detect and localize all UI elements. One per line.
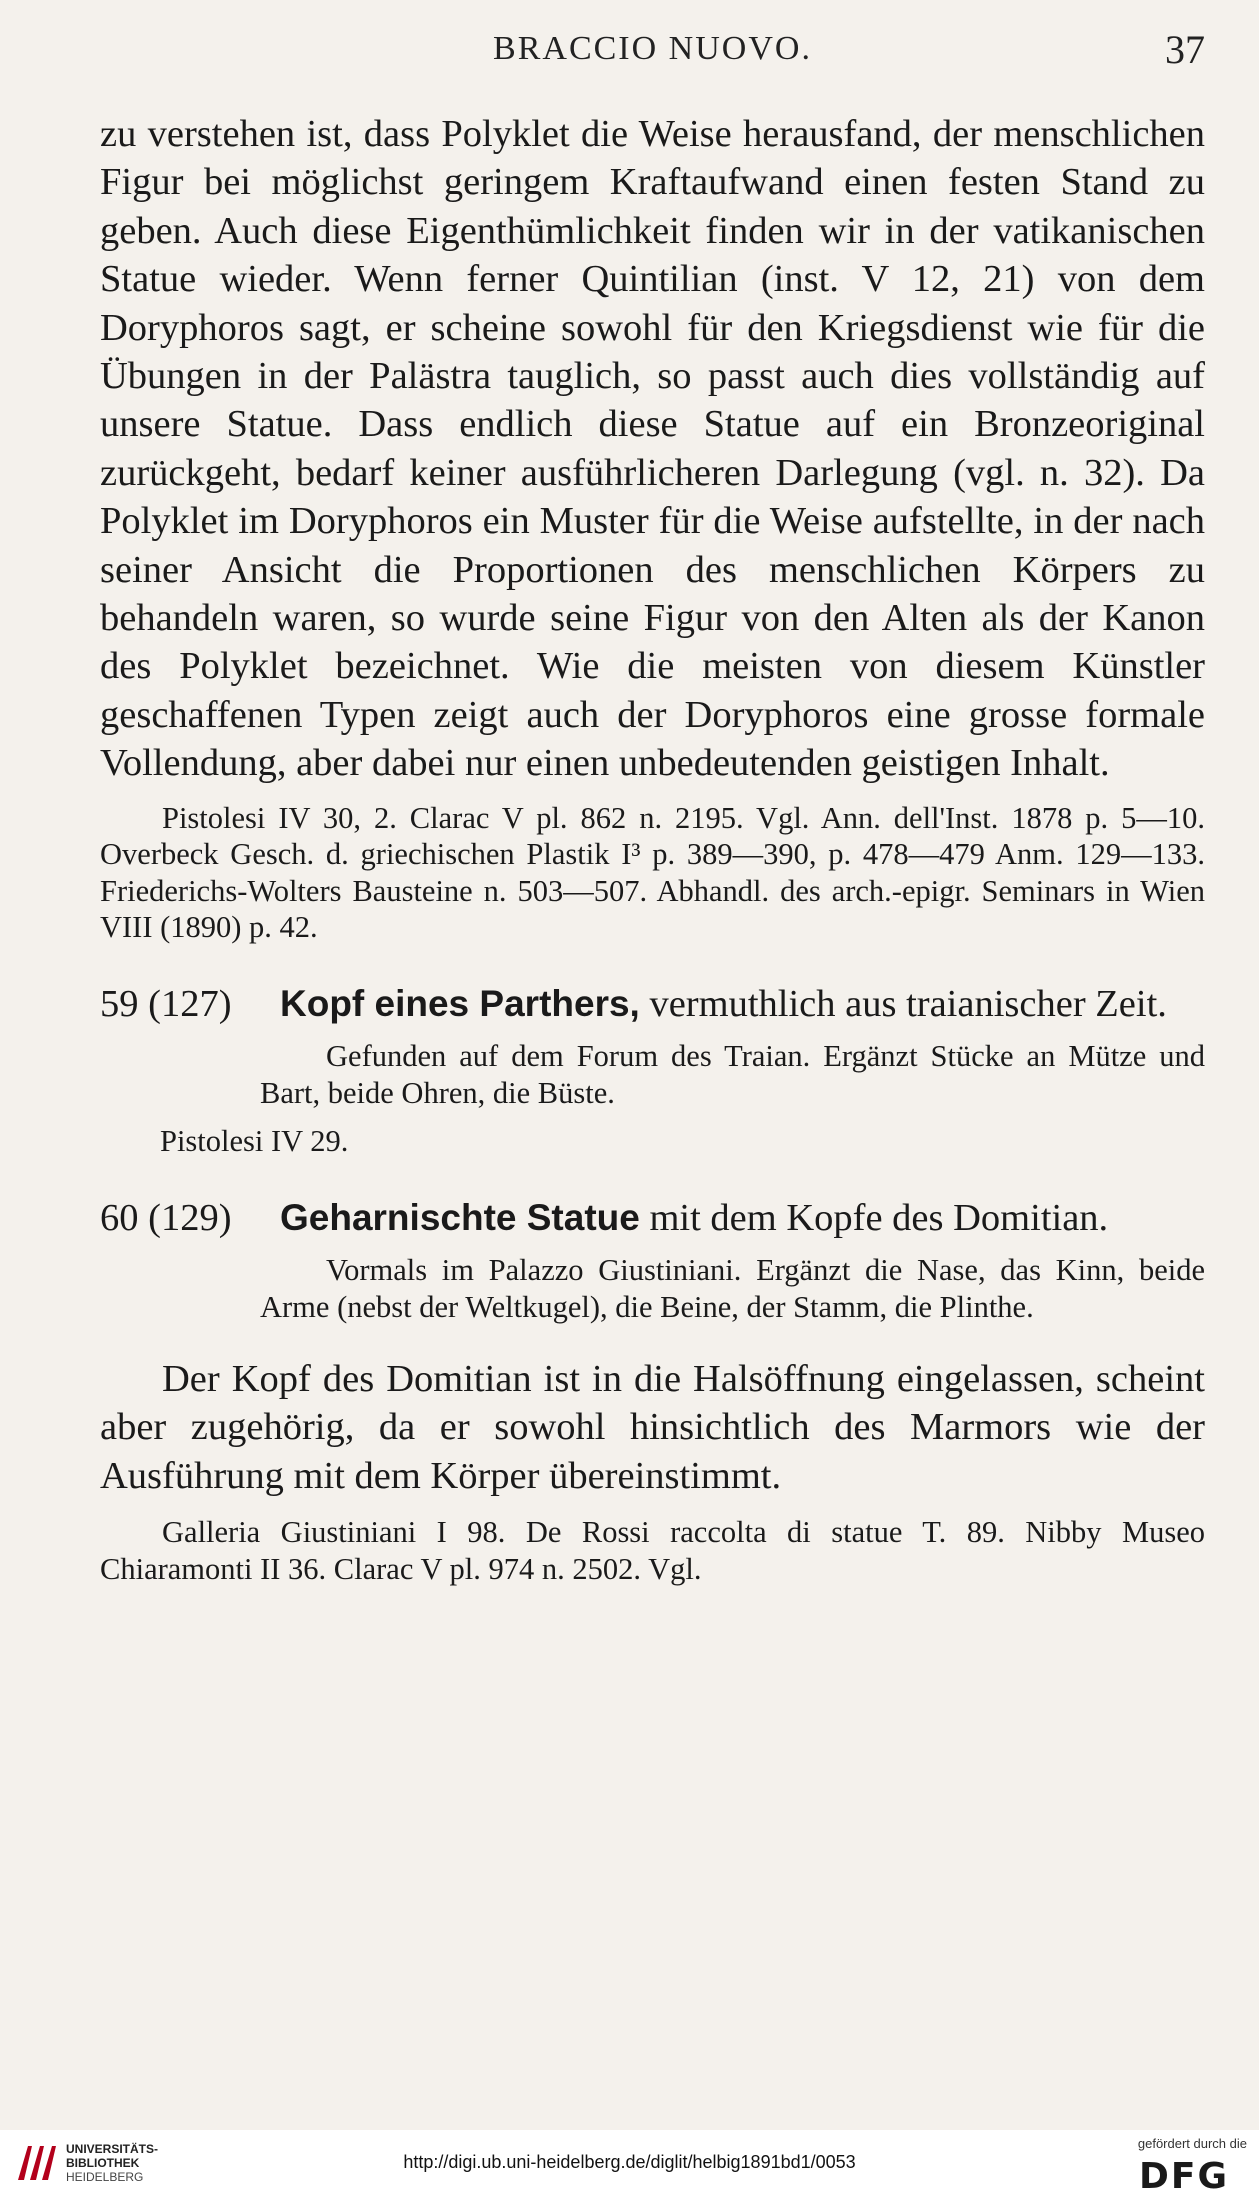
catalogue-entry-60	[100, 1194, 1205, 1588]
entry-heading	[100, 1194, 1205, 1242]
references: Pistolesi IV 30, 2. Clarac V pl. 862 n. 2195. Vgl. Ann. dell'Inst. 1878 p. 5—10. Overbeck Gesch. d. griechischen Plastik I³ p. 389—390, p. 478—479 Anm. 129—133. Friederichs-Wolters Bausteine n. 503—507. Abhandl. des arch.-epigr. Seminars in Wien VIII (1890) p. 42.	[100, 800, 1205, 945]
dfg-logo: DFG	[1138, 2156, 1229, 2197]
entry-number: 59 (127)	[100, 982, 232, 1025]
entry-number: 60 (129)	[100, 1196, 232, 1239]
funded-by-text: gefördert durch die	[1137, 2136, 1247, 2151]
entry-title: Geharnischte Statue	[280, 1196, 640, 1238]
entry-subtitle: mit dem Kopfe des Domitian.	[639, 1196, 1109, 1239]
page-body	[100, 110, 1205, 1587]
library-line-1: UNIVERSITÄTS-	[66, 2142, 159, 2156]
entry-note-text: Gefunden auf dem Forum des Traian. Ergänzt Stücke an Mütze und Bart, beide Ohren, die Büste.	[260, 1039, 1205, 1110]
entry-reference: Pistolesi IV 29.	[160, 1124, 349, 1159]
entry-note	[100, 1038, 1205, 1111]
library-line-2: BIBLIOTHEK	[66, 2156, 140, 2170]
page-header	[100, 26, 1205, 76]
permalink-url[interactable]: http://digi.ub.uni-heidelberg.de/diglit/helbig1891bd1/0053	[403, 2152, 856, 2172]
body-paragraph: zu verstehen ist, dass Polyklet die Weise herausfand, der menschlichen Figur bei möglichst geringem Kraftaufwand einen festen Stand zu geben. Auch diese Eigenthümlichkeit finden wir in der vatikanischen Statue wieder. Wenn ferner Quintilian (inst. V 12, 21) von dem Doryphoros sagt, er scheine sowohl für den Kriegsdienst wie für die Übungen in der Palästra tauglich, so passt auch dies vollständig auf unsere Statue. Dass endlich diese Statue auf ein Bronzeoriginal zurückgeht, bedarf keiner ausführlicheren Darlegung (vgl. n. 32). Da Polyklet im Doryphoros ein Muster für die Weise aufstellte, in der nach seiner Ansicht die Proportionen des menschlichen Körpers zu behandeln waren, so wurde seine Figur von den Alten als der Kanon des Polyklet bezeichnet. Wie die meisten von diesem Künstler geschaffenen Typen zeigt auch der Doryphoros eine grosse formale Vollendung, aber dabei nur einen unbedeutenden geistigen Inhalt.	[100, 113, 1205, 785]
running-title: BRACCIO NUOVO.	[493, 30, 812, 67]
entry-heading	[100, 980, 1205, 1028]
entry-note-text: Vormals im Palazzo Giustiniani. Ergänzt die Nase, das Kinn, beide Arme (nebst der Weltkugel), die Beine, der Stamm, die Plinthe.	[260, 1253, 1205, 1324]
library-line-3: HEIDELBERG	[66, 2170, 144, 2184]
entry-title: Kopf eines Parthers,	[280, 982, 640, 1024]
references: Galleria Giustiniani I 98. De Rossi raccolta di statue T. 89. Nibby Museo Chiaramonti II 36. Clarac V pl. 974 n. 2502. Vgl.	[100, 1515, 1205, 1586]
entry-subtitle: vermuthlich aus traianischer Zeit.	[639, 982, 1167, 1025]
body-paragraph: Der Kopf des Domitian ist in die Halsöffnung eingelassen, scheint aber zugehörig, da er sowohl hinsichtlich des Marmors wie der Ausführung mit dem Körper übereinstimmt.	[100, 1358, 1205, 1497]
catalogue-entry-59	[100, 980, 1205, 1160]
page-number: 37	[1165, 27, 1205, 72]
entry-note	[100, 1252, 1205, 1325]
footer-bar	[0, 2130, 1259, 2197]
